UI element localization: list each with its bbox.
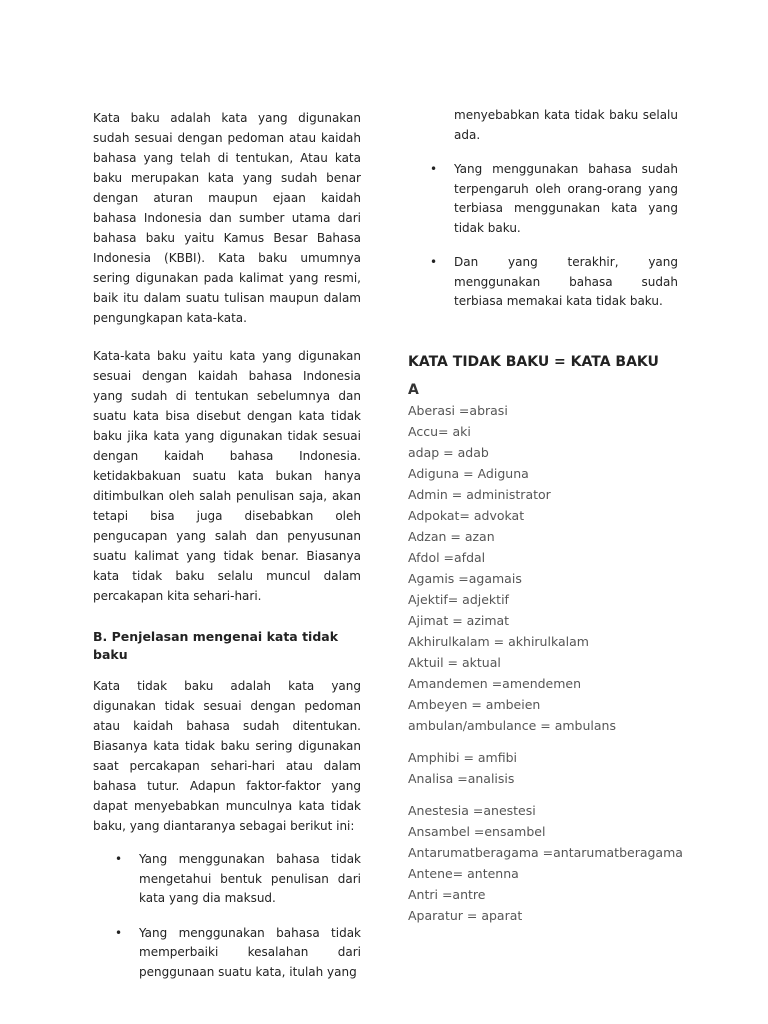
list-item: Ajimat = azimat: [408, 612, 510, 628]
list-item: adap = adab: [408, 444, 489, 460]
list-item: Analisa =analisis: [408, 770, 515, 786]
word-list: [408, 400, 683, 926]
list-item: Agamis =agamais: [408, 570, 522, 586]
list-item: Accu= aki: [408, 423, 471, 439]
list-item: Akhirulkalam = akhirulkalam: [408, 633, 589, 649]
list-item: Admin = administrator: [408, 486, 551, 502]
list-item: Afdol =afdal: [408, 549, 486, 565]
list-item: • Yang menggunakan bahasa tidak memperbaiki kesalahan dari penggunaan suatu kata, itulah yang: [139, 924, 361, 983]
right-bullet-list: [408, 160, 678, 312]
list-item: Aparatur = aparat: [408, 907, 523, 923]
section-heading: B. Penjelasan mengenai kata tidak baku: [93, 629, 339, 662]
list-item: ambulan/ambulance = ambulans: [408, 717, 616, 733]
list-item: Ansambel =ensambel: [408, 823, 546, 839]
left-bullet-list: [93, 850, 361, 982]
list-item: Anestesia =anestesi: [408, 802, 536, 818]
list-item: Amphibi = amfibi: [408, 749, 518, 765]
list-item: Amandemen =amendemen: [408, 675, 582, 691]
list-item: Antene= antenna: [408, 865, 519, 881]
list-item: Antri =antre: [408, 886, 486, 902]
list-item: Aktuil = aktual: [408, 654, 501, 670]
list-item: • Yang menggunakan bahasa tidak mengetahui bentuk penulisan dari kata yang dia maksud.: [139, 850, 361, 909]
left-column: [93, 108, 361, 997]
word-list-title: KATA TIDAK BAKU = KATA BAKU: [408, 353, 659, 370]
second-paragraph: Kata-kata baku yaitu kata yang digunakan sesuai dengan kaidah bahasa Indonesia yang sudah di tentukan sebelumnya dan suatu kata bisa disebut dengan kata tidak baku jika kata yang digunakan tidak sesuai dengan kaidah bahasa Indonesia. ketidakbakuan suatu kata bukan hanya ditimbulkan oleh salah penulisan saja, akan tetapi bisa juga disebabkan oleh pengucapan yang salah dan penyusunan suatu kalimat yang tidak benar. Biasanya kata tidak baku selalu muncul dalam percakapan kita sehari-hari.: [93, 349, 361, 603]
list-item: Adzan = azan: [408, 528, 495, 544]
list-item: Adpokat= advokat: [408, 507, 525, 523]
list-item: • Yang menggunakan bahasa sudah terpengaruh oleh orang-orang yang terbiasa menggunakan kata yang tidak baku.: [454, 160, 678, 238]
bullet-continuation: menyebabkan kata tidak baku selalu ada.: [454, 108, 678, 142]
list-item: • Dan yang terakhir, yang menggunakan bahasa sudah terbiasa memakai kata tidak baku.: [454, 253, 678, 312]
right-column: [408, 106, 683, 926]
intro-paragraph: Kata baku adalah kata yang digunakan sudah sesuai dengan pedoman atau kaidah bahasa yang telah di tentukan, Atau kata baku merupakan kata yang sudah benar dengan aturan maupun ejaan kaidah bahasa Indonesia dan sumber utama dari bahasa baku yaitu Kamus Besar Bahasa Indonesia (KBBI). Kata baku umumnya sering digunakan pada kalimat yang resmi, baik itu dalam suatu tulisan maupun dalam pengungkapan kata-kata.: [93, 111, 361, 325]
letter-heading: A: [408, 381, 419, 398]
list-item: Antarumatberagama =antarumatberagama: [408, 844, 683, 860]
third-paragraph: Kata tidak baku adalah kata yang digunakan tidak sesuai dengan pedoman atau kaidah bahasa sudah ditentukan. Biasanya kata tidak baku sering digunakan saat percakapan sehari-hari atau dalam bahasa tutur. Adapun faktor-faktor yang dapat menyebabkan munculnya kata tidak baku, yang diantaranya sebagai berikut ini:: [93, 679, 361, 833]
list-item: Aberasi =abrasi: [408, 402, 508, 418]
list-item: Ajektif= adjektif: [408, 591, 509, 607]
list-item: Ambeyen = ambeien: [408, 696, 541, 712]
list-item: Adiguna = Adiguna: [408, 465, 529, 481]
